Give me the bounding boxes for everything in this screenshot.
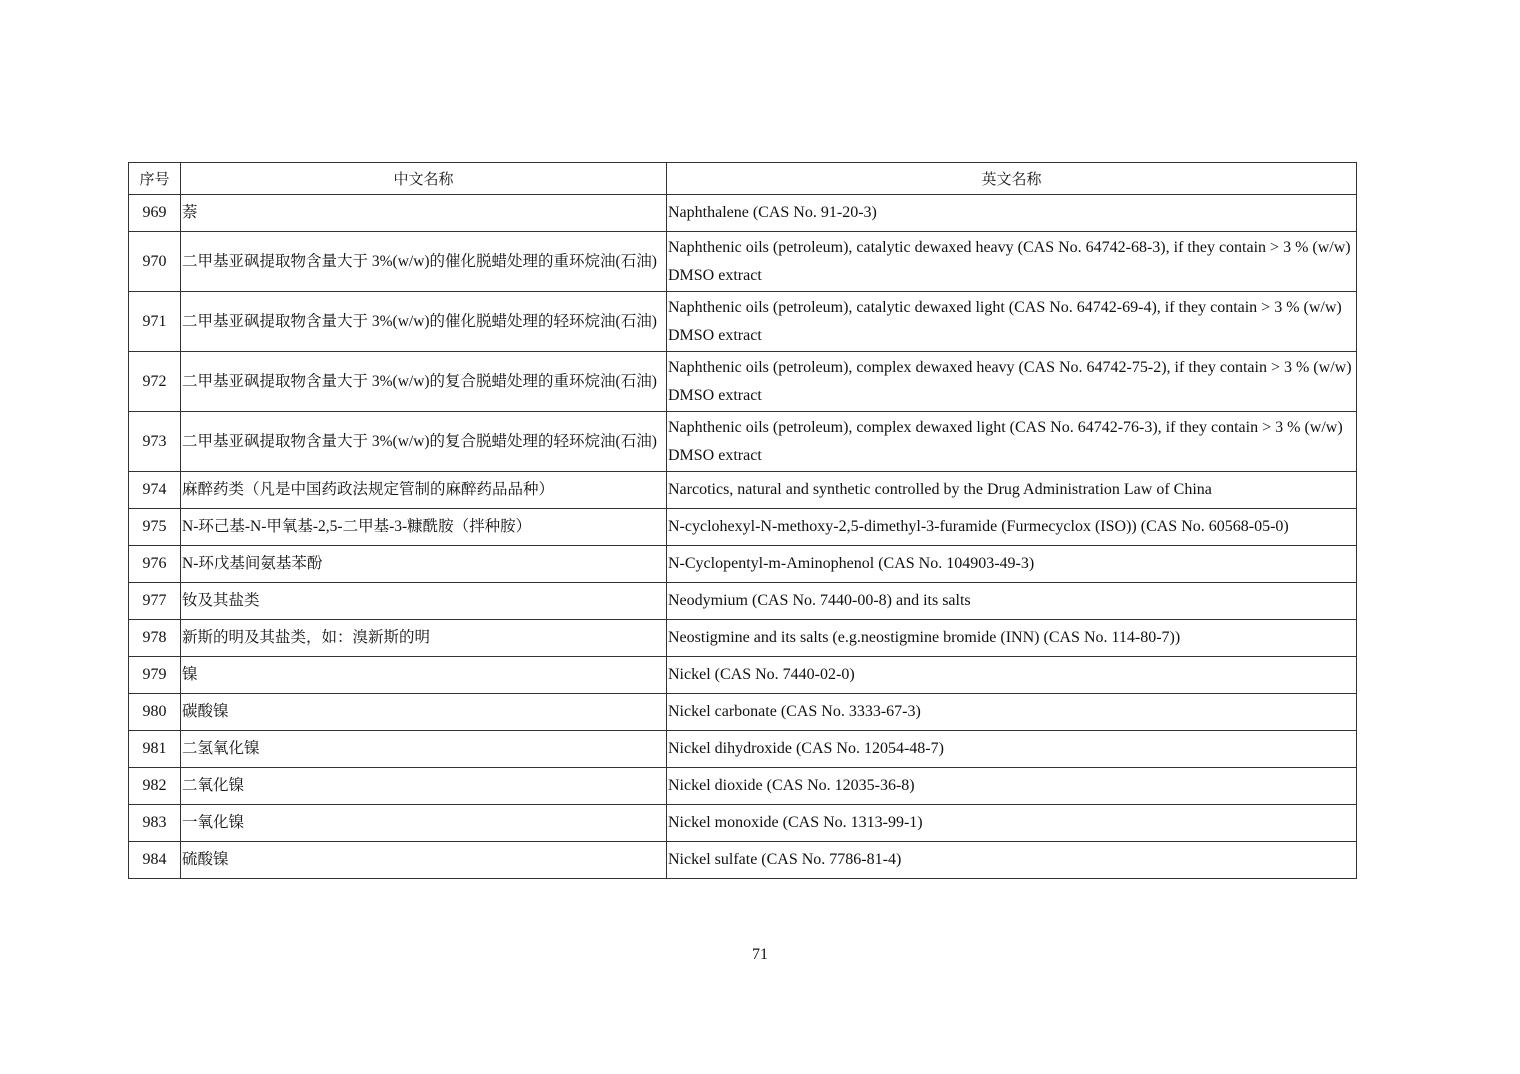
table-row [129, 546, 1357, 583]
table-row [129, 694, 1357, 731]
chinese-name-cell: 新斯的明及其盐类，如：溴新斯的明 [181, 620, 667, 657]
chinese-name-cell: 硫酸镍 [181, 842, 667, 879]
chinese-name-cell: N-环戊基间氨基苯酚 [181, 546, 667, 583]
row-number: 970 [129, 232, 181, 292]
chinese-name-cell: 镍 [181, 657, 667, 694]
row-number: 971 [129, 292, 181, 352]
row-number: 984 [129, 842, 181, 879]
english-name-cell: Neodymium (CAS No. 7440-00-8) and its salts [667, 583, 1357, 620]
english-name-cell: Narcotics, natural and synthetic controlled by the Drug Administration Law of China [667, 472, 1357, 509]
table-row [129, 731, 1357, 768]
table-row [129, 583, 1357, 620]
chinese-name-cell: N-环己基-N-甲氧基-2,5-二甲基-3-糠酰胺（拌种胺） [181, 509, 667, 546]
chinese-name-cell: 二甲基亚砜提取物含量大于 3%(w/w)的催化脱蜡处理的轻环烷油(石油) [181, 292, 667, 352]
row-number: 979 [129, 657, 181, 694]
row-number: 972 [129, 352, 181, 412]
chinese-name-cell: 萘 [181, 195, 667, 232]
table-row [129, 472, 1357, 509]
chinese-name-cell: 二甲基亚砜提取物含量大于 3%(w/w)的催化脱蜡处理的重环烷油(石油) [181, 232, 667, 292]
chinese-name-cell: 二氧化镍 [181, 768, 667, 805]
english-name-cell: Naphthenic oils (petroleum), complex dewaxed light (CAS No. 64742-76-3), if they contain > 3 % (w/w) DMSO extract [667, 412, 1357, 472]
chinese-name-cell: 麻醉药类（凡是中国药政法规定管制的麻醉药品品种） [181, 472, 667, 509]
table-row [129, 768, 1357, 805]
english-name-cell: Nickel dioxide (CAS No. 12035-36-8) [667, 768, 1357, 805]
table-row [129, 657, 1357, 694]
chinese-name-cell: 一氧化镍 [181, 805, 667, 842]
page-number: 71 [752, 946, 768, 963]
english-name-cell: Nickel sulfate (CAS No. 7786-81-4) [667, 842, 1357, 879]
row-number: 982 [129, 768, 181, 805]
english-name-cell: N-Cyclopentyl-m-Aminophenol (CAS No. 104903-49-3) [667, 546, 1357, 583]
table-row [129, 620, 1357, 657]
row-number: 973 [129, 412, 181, 472]
table-row [129, 352, 1357, 412]
table-row [129, 195, 1357, 232]
english-name-cell: Nickel monoxide (CAS No. 1313-99-1) [667, 805, 1357, 842]
row-number: 978 [129, 620, 181, 657]
table-row [129, 842, 1357, 879]
table-row [129, 509, 1357, 546]
table-row [129, 232, 1357, 292]
substance-table [128, 162, 1357, 879]
table-header-row [129, 163, 1357, 195]
row-number: 983 [129, 805, 181, 842]
row-number: 975 [129, 509, 181, 546]
chinese-name-cell: 二甲基亚砜提取物含量大于 3%(w/w)的复合脱蜡处理的重环烷油(石油) [181, 352, 667, 412]
chinese-name-cell: 二甲基亚砜提取物含量大于 3%(w/w)的复合脱蜡处理的轻环烷油(石油) [181, 412, 667, 472]
table-row [129, 292, 1357, 352]
header-english-name: 英文名称 [667, 163, 1357, 195]
table-row [129, 805, 1357, 842]
english-name-cell: Naphthenic oils (petroleum), catalytic dewaxed heavy (CAS No. 64742-68-3), if they contain > 3 % (w/w) DMSO extract [667, 232, 1357, 292]
row-number: 969 [129, 195, 181, 232]
english-name-cell: Naphthenic oils (petroleum), complex dewaxed heavy (CAS No. 64742-75-2), if they contain > 3 % (w/w) DMSO extract [667, 352, 1357, 412]
row-number: 974 [129, 472, 181, 509]
english-name-cell: Naphthalene (CAS No. 91-20-3) [667, 195, 1357, 232]
row-number: 981 [129, 731, 181, 768]
row-number: 977 [129, 583, 181, 620]
english-name-cell: N-cyclohexyl-N-methoxy-2,5-dimethyl-3-furamide (Furmecyclox (ISO)) (CAS No. 60568-05-0) [667, 509, 1357, 546]
english-name-cell: Nickel dihydroxide (CAS No. 12054-48-7) [667, 731, 1357, 768]
header-serial-number: 序号 [129, 163, 181, 195]
chinese-name-cell: 二氢氧化镍 [181, 731, 667, 768]
english-name-cell: Nickel carbonate (CAS No. 3333-67-3) [667, 694, 1357, 731]
row-number: 980 [129, 694, 181, 731]
chinese-name-cell: 钕及其盐类 [181, 583, 667, 620]
row-number: 976 [129, 546, 181, 583]
english-name-cell: Naphthenic oils (petroleum), catalytic dewaxed light (CAS No. 64742-69-4), if they contain > 3 % (w/w) DMSO extract [667, 292, 1357, 352]
english-name-cell: Neostigmine and its salts (e.g.neostigmine bromide (INN) (CAS No. 114-80-7)) [667, 620, 1357, 657]
table-row [129, 412, 1357, 472]
english-name-cell: Nickel (CAS No. 7440-02-0) [667, 657, 1357, 694]
header-chinese-name: 中文名称 [181, 163, 667, 195]
chinese-name-cell: 碳酸镍 [181, 694, 667, 731]
